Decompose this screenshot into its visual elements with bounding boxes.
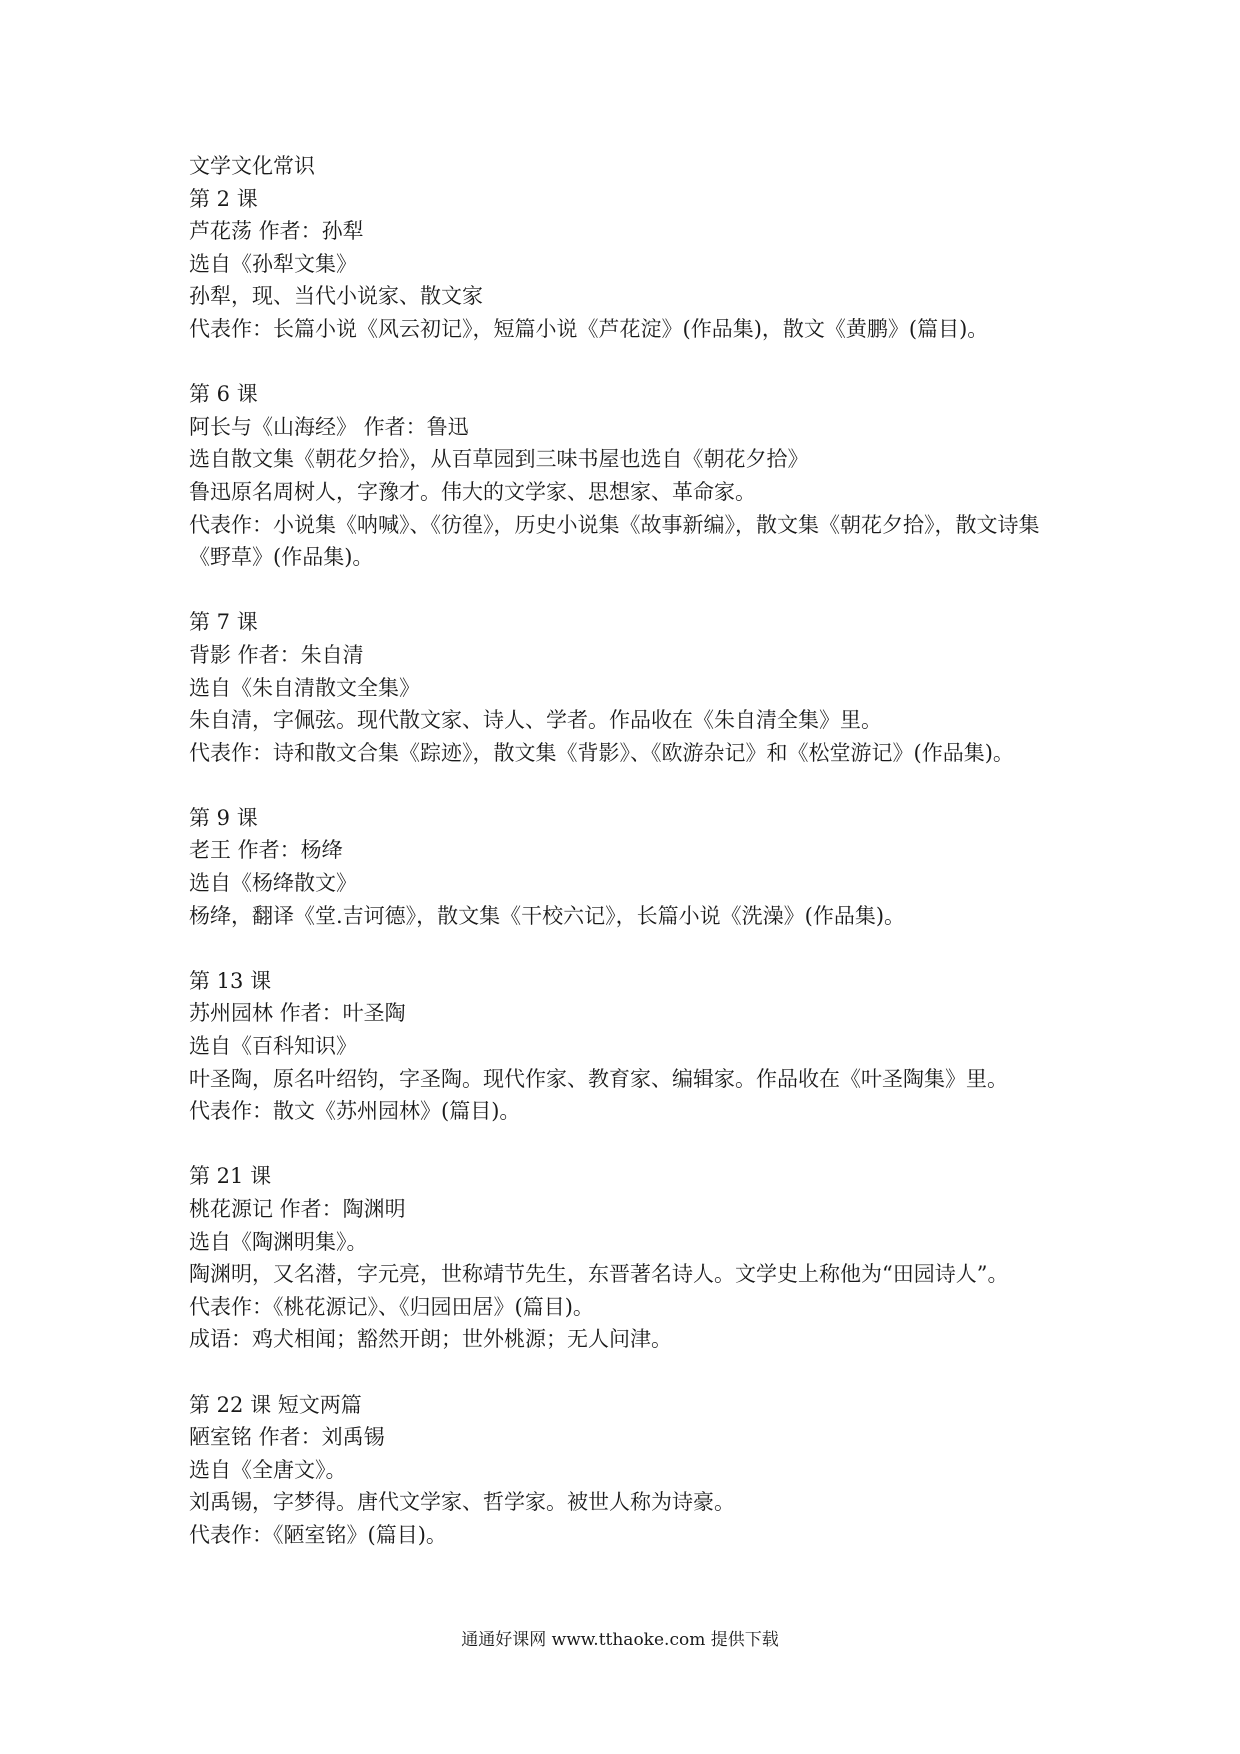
text-line: 朱自清，字佩弦。现代散文家、诗人、学者。作品收在《朱自清全集》里。 [189, 708, 882, 733]
text-line: 孙犁，现、当代小说家、散文家 [189, 284, 483, 309]
lesson-title-author: 老王 作者：杨绛 [189, 838, 343, 863]
document-body [189, 150, 1069, 1584]
lesson-section [189, 1389, 1069, 1552]
lesson-title-author: 背影 作者：朱自清 [189, 642, 364, 667]
page-footer: 通通好课网 www.tthaoke.com 提供下载 [461, 1630, 779, 1650]
lesson-title-author: 芦花荡 作者：孙犁 [189, 219, 364, 244]
lesson-sections [189, 183, 1069, 1552]
text-line: 代表作：《桃花源记》、《归园田居》(篇目)。 [189, 1294, 594, 1319]
lesson-title-author: 桃花源记 作者：陶渊明 [189, 1197, 406, 1221]
lesson-section [189, 378, 1069, 574]
lesson-number: 第 21 课 [189, 1164, 272, 1189]
lesson-section [189, 183, 1069, 346]
lesson-number: 第 2 课 [189, 186, 258, 211]
text-line: 杨绛，翻译《堂.吉诃德》，散文集《干校六记》，长篇小说《洗澡》(作品集)。 [189, 903, 906, 928]
lesson-number: 第 7 课 [189, 610, 258, 635]
text-line: 叶圣陶，原名叶绍钧，字圣陶。现代作家、教育家、编辑家。作品收在《叶圣陶集》里。 [189, 1066, 1008, 1091]
text-line: 成语：鸡犬相闻；豁然开朗；世外桃源；无人问津。 [189, 1327, 672, 1352]
lesson-section [189, 606, 1069, 769]
lesson-source: 选自《陶渊明集》。 [189, 1229, 368, 1254]
lesson-source: 选自《全唐文》。 [189, 1457, 347, 1482]
lesson-source: 选自散文集《朝花夕拾》，从百草园到三味书屋也选自《朝花夕拾》 [189, 447, 809, 472]
lesson-number: 第 6 课 [189, 382, 258, 407]
lesson-title-author: 陋室铭 作者：刘禹锡 [189, 1425, 385, 1450]
lesson-number: 第 13 课 [189, 968, 272, 993]
lesson-number: 第 22 课 短文两篇 [189, 1392, 362, 1417]
text-line: 代表作：小说集《呐喊》、《彷徨》，历史小说集《故事新编》，散文集《朝花夕拾》，散文诗集《野草》(作品集)。 [189, 512, 1040, 570]
text-line: 刘禹锡，字梦得。唐代文学家、哲学家。被世人称为诗豪。 [189, 1490, 735, 1515]
text-line: 代表作：长篇小说《风云初记》，短篇小说《芦花淀》(作品集)，散文《黄鹏》(篇目)。 [189, 316, 989, 341]
lesson-source: 选自《孙犁文集》 [189, 251, 357, 276]
text-line: 代表作：《陋室铭》(篇目)。 [189, 1522, 447, 1547]
lesson-number: 第 9 课 [189, 805, 258, 830]
lesson-title-author: 苏州园林 作者：叶圣陶 [189, 1001, 406, 1026]
lesson-source: 选自《百科知识》 [189, 1034, 357, 1059]
lesson-title-author: 阿长与《山海经》 作者：鲁迅 [189, 414, 469, 439]
text-line: 鲁迅原名周树人，字豫才。伟大的文学家、思想家、革命家。 [189, 479, 756, 504]
lesson-source: 选自《朱自清散文全集》 [189, 675, 420, 700]
document-title: 文学文化常识 [189, 154, 315, 178]
text-line: 代表作：诗和散文合集《踪迹》，散文集《背影》、《欧游杂记》和《松堂游记》(作品集)。 [189, 740, 1014, 765]
text-line: 陶渊明，又名潜，字元亮，世称靖节先生，东晋著名诗人。文学史上称他为“田园诗人”。 [189, 1262, 1009, 1287]
lesson-source: 选自《杨绛散文》 [189, 871, 357, 896]
lesson-section [189, 965, 1069, 1128]
lesson-section [189, 1160, 1069, 1356]
text-line: 代表作：散文《苏州园林》(篇目)。 [189, 1099, 521, 1124]
lesson-section [189, 802, 1069, 932]
